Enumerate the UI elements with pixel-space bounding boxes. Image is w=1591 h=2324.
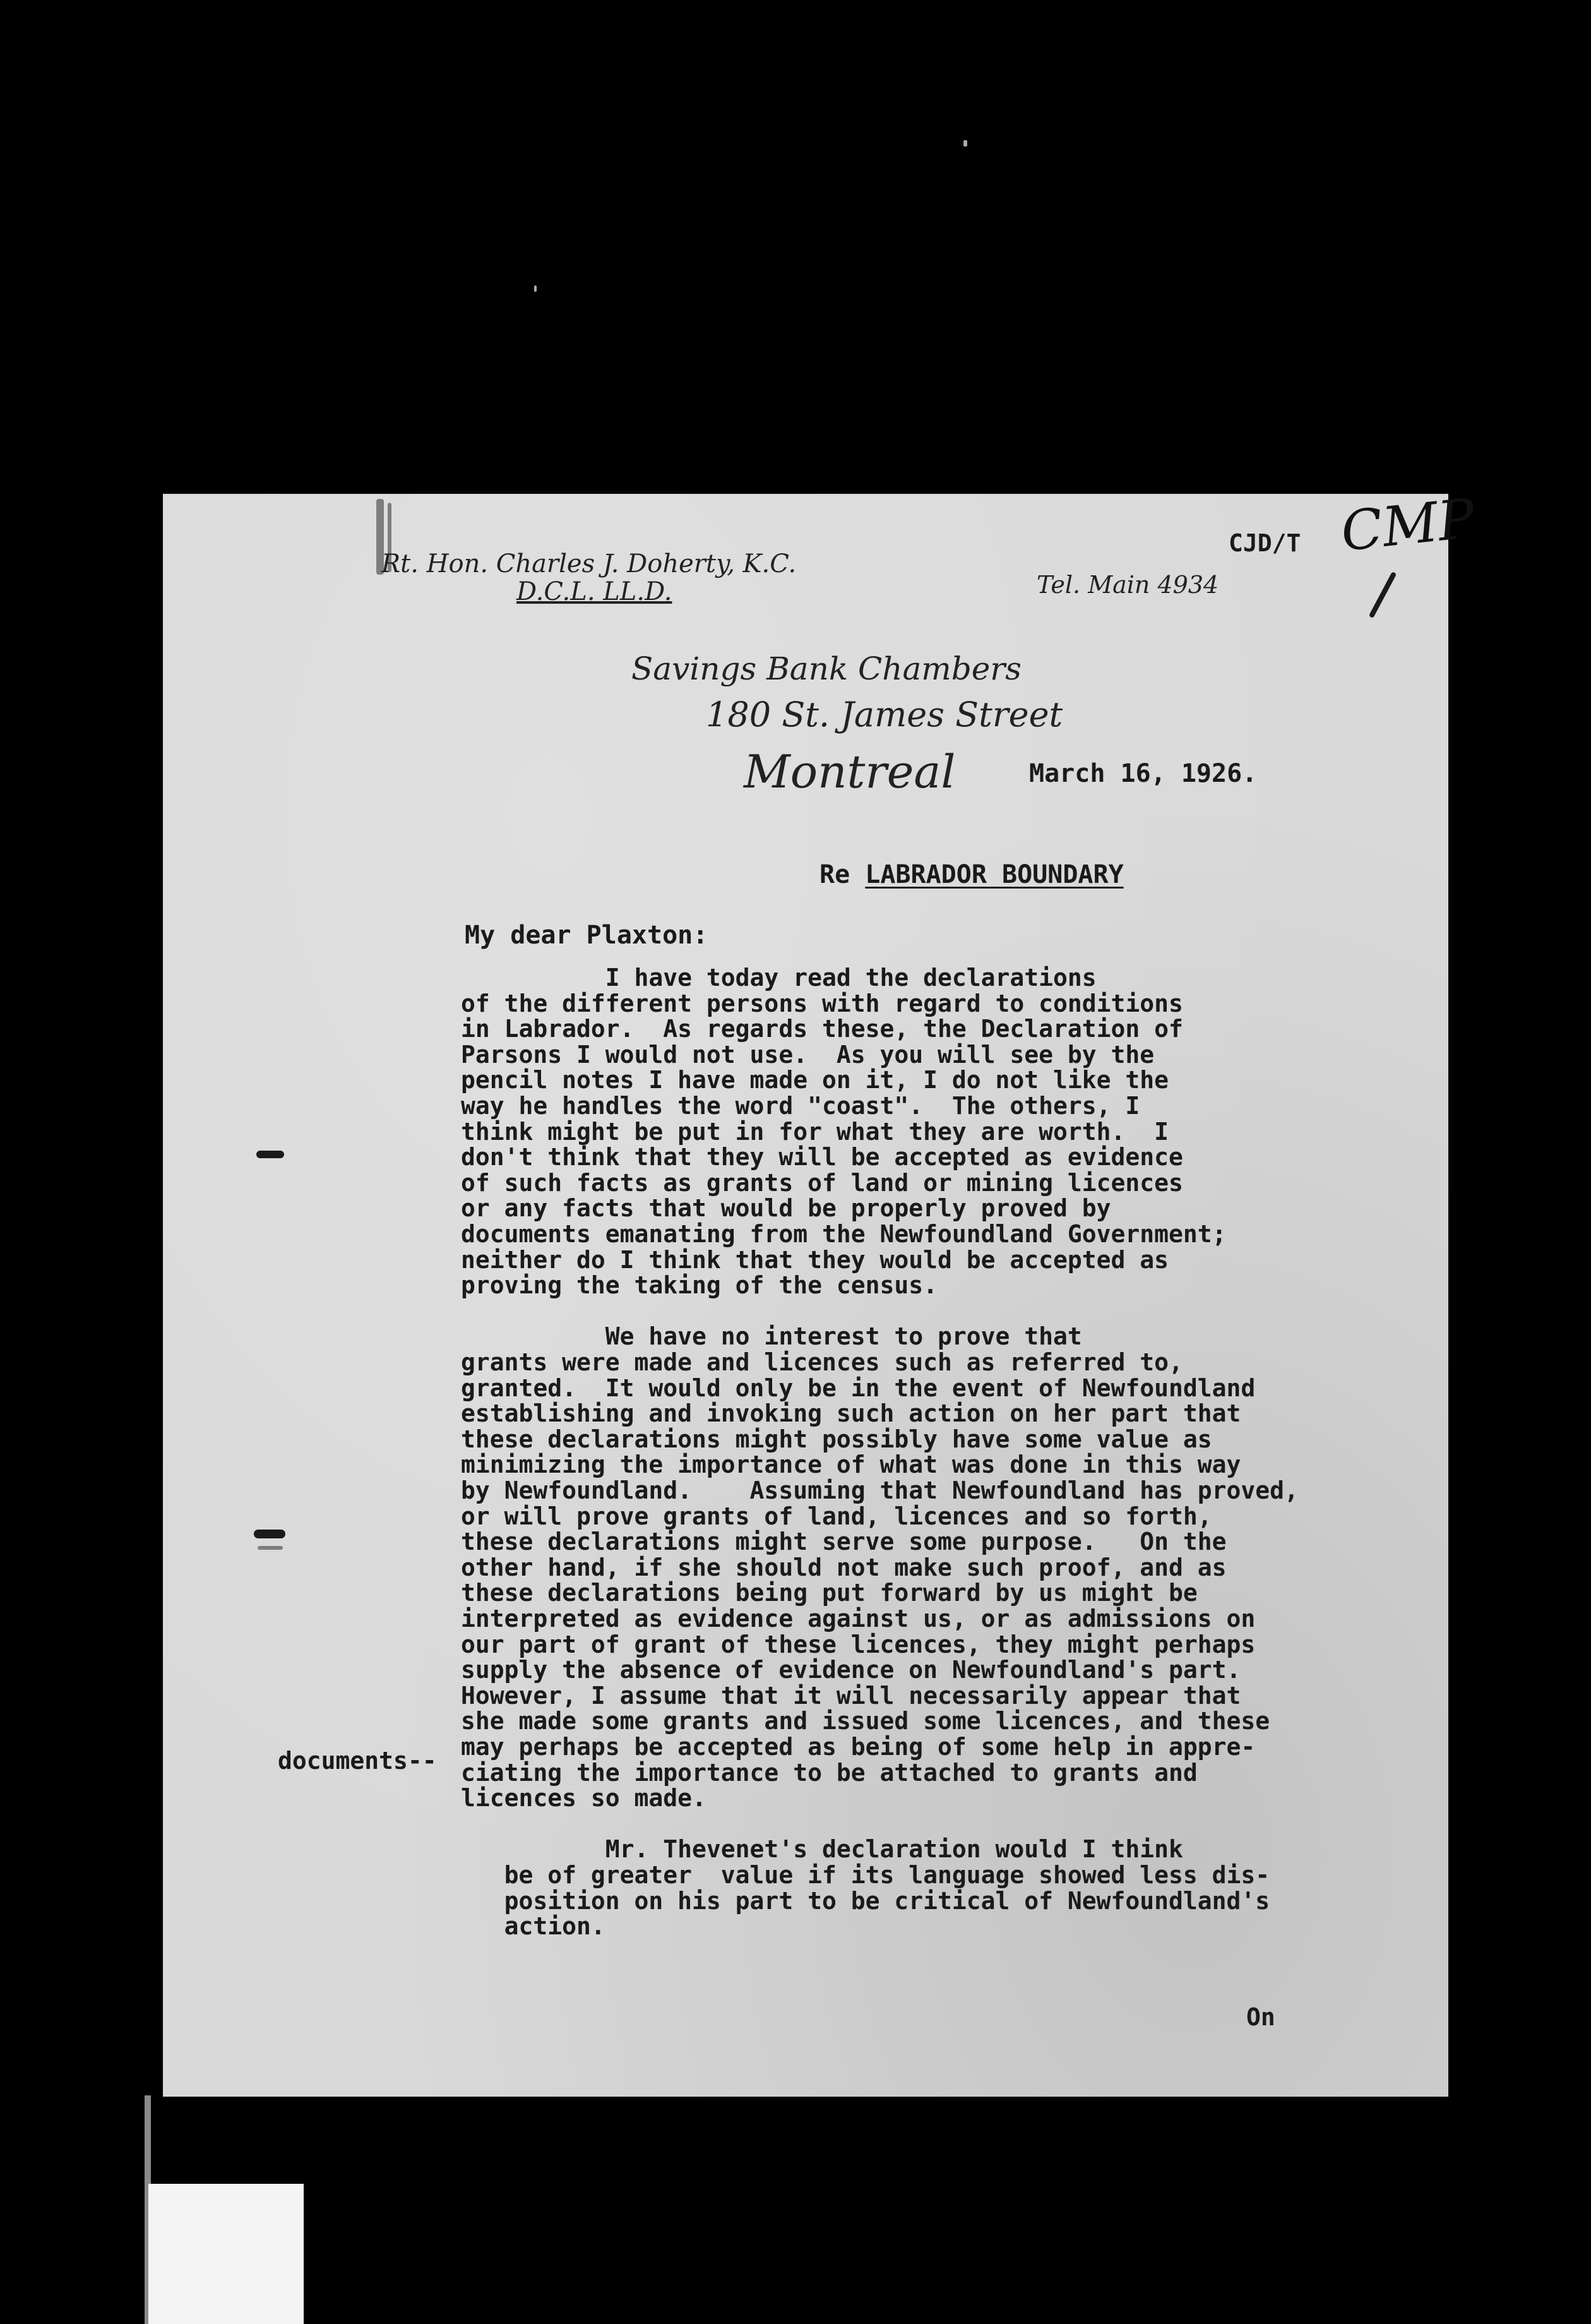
- body-line: she made some grants and issued some licences, and these: [461, 1707, 1270, 1735]
- scan-speck: [534, 285, 537, 292]
- body-line: of the different persons with regard to conditions: [461, 990, 1183, 1017]
- body-line: may perhaps be accepted as being of some help in appre-: [461, 1733, 1256, 1761]
- body-line: neither do I think that they would be accepted as: [461, 1246, 1169, 1274]
- scan-speck: [963, 140, 967, 147]
- body-line: position on his part to be critical of Newfoundland's: [461, 1887, 1270, 1915]
- body-line: documents emanating from the Newfoundland Government;: [461, 1220, 1227, 1248]
- body-line: other hand, if she should not make such proof, and as: [461, 1554, 1227, 1581]
- body-line: licences so made.: [461, 1784, 706, 1812]
- body-line: these declarations might serve some purpose. On the: [461, 1528, 1227, 1555]
- body-line: I have today read the declarations: [461, 964, 1097, 991]
- body-line: establishing and invoking such action on her part that: [461, 1399, 1241, 1427]
- letterhead-address-line2: 180 St. James Street: [706, 695, 1063, 734]
- body-line: these declarations might possibly have some value as: [461, 1425, 1212, 1453]
- body-line: or will prove grants of land, licences and so forth,: [461, 1502, 1212, 1530]
- body-line: action.: [461, 1912, 605, 1940]
- letterhead-name-line2: D.C.L. LL.D.: [516, 577, 672, 606]
- body-line: way he handles the word "coast". The others, I: [461, 1092, 1140, 1120]
- body-line: these declarations being put forward by us might be: [461, 1579, 1198, 1607]
- body-line: supply the absence of evidence on Newfoundland's part.: [461, 1656, 1241, 1684]
- body-line: of such facts as grants of land or mining licences: [461, 1169, 1183, 1197]
- body-line: granted. It would only be in the event of Newfoundland: [461, 1374, 1256, 1402]
- scan-white-block: [148, 2184, 304, 2324]
- salutation: My dear Plaxton:: [465, 921, 708, 950]
- margin-pencil-mark-1: [256, 1151, 284, 1158]
- body-line: Parsons I would not use. As you will see by the: [461, 1041, 1155, 1069]
- body-line: grants were made and licences such as referred to,: [461, 1348, 1183, 1376]
- margin-pencil-mark-2: [254, 1530, 285, 1538]
- letter-date: March 16, 1926.: [1029, 759, 1258, 788]
- body-line: be of greater value if its language showed less dis-: [461, 1861, 1270, 1889]
- body-line: pencil notes I have made on it, I do not like the: [461, 1066, 1169, 1094]
- body-line: don't think that they will be accepted as evidence: [461, 1143, 1183, 1171]
- letter-body: [461, 965, 1446, 1975]
- letterhead-address-line1: Savings Bank Chambers: [631, 650, 1022, 687]
- body-line: in Labrador. As regards these, the Declaration of: [461, 1015, 1183, 1043]
- margin-initials: CMP: [1338, 487, 1478, 564]
- subject-line: [819, 860, 1124, 889]
- letterhead-name-line1: Rt. Hon. Charles J. Doherty, K.C.: [381, 549, 797, 578]
- body-line: proving the taking of the census.: [461, 1271, 938, 1299]
- subject-title: LABRADOR BOUNDARY: [865, 860, 1124, 889]
- letterhead-address-line3: Montreal: [744, 745, 956, 798]
- margin-note: documents--: [278, 1747, 437, 1775]
- body-line: We have no interest to prove that: [461, 1322, 1082, 1350]
- body-line: minimizing the importance of what was done in this way: [461, 1451, 1241, 1478]
- reference-code: CJD/T: [1229, 529, 1301, 557]
- continuation-word: On: [1246, 2003, 1275, 2031]
- body-line: However, I assume that it will necessarily appear that: [461, 1682, 1241, 1710]
- body-line: or any facts that would be properly proved by: [461, 1194, 1111, 1222]
- body-line: by Newfoundland. Assuming that Newfoundland has proved,: [461, 1476, 1299, 1504]
- body-line: our part of grant of these licences, they might perhaps: [461, 1631, 1256, 1658]
- body-line: think might be put in for what they are worth. I: [461, 1118, 1169, 1146]
- letterhead-telephone: Tel. Main 4934: [1037, 571, 1219, 599]
- body-line: ciating the importance to be attached to grants and: [461, 1759, 1198, 1787]
- body-line: Mr. Thevenet's declaration would I think: [461, 1835, 1183, 1863]
- body-line: interpreted as evidence against us, or as admissions on: [461, 1605, 1256, 1632]
- subject-prefix: Re: [819, 860, 850, 889]
- margin-pencil-mark-2b: [258, 1546, 283, 1550]
- margin-slash-mark: [1369, 572, 1397, 618]
